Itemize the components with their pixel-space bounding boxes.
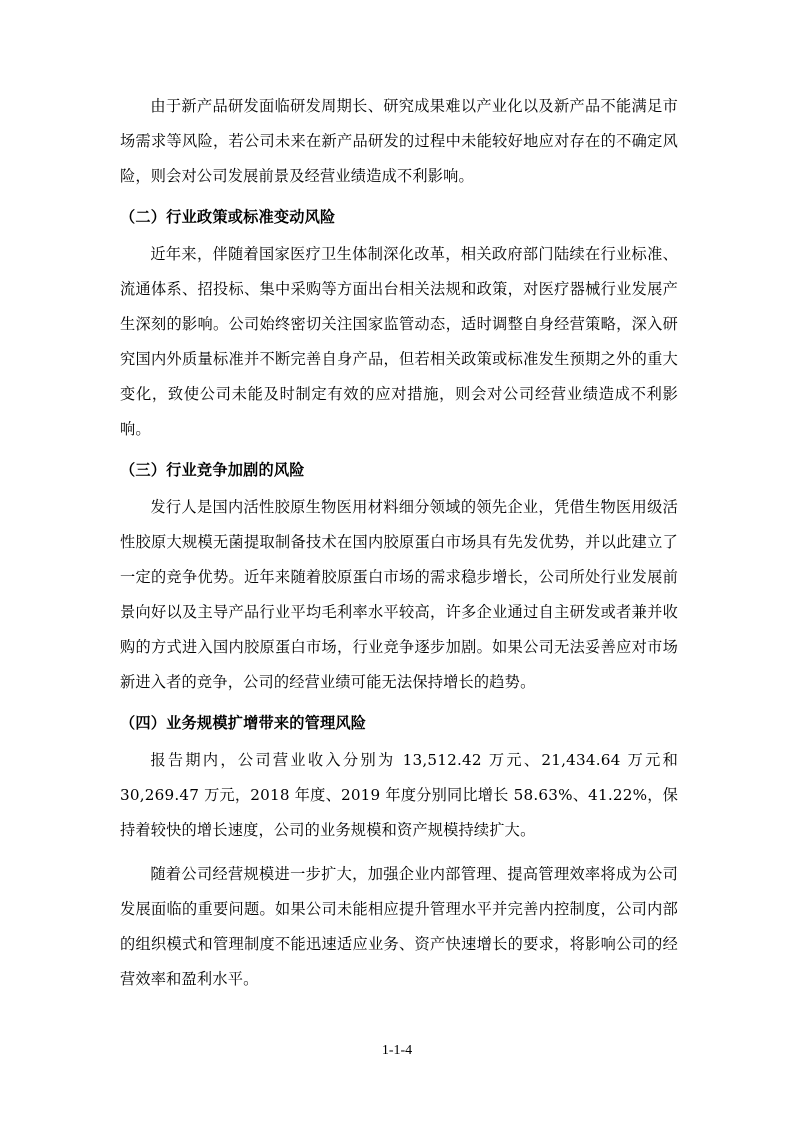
section-heading-competition-risk: （三）行业竞争加剧的风险 bbox=[120, 461, 305, 479]
paragraph-policy-risk: 近年来，伴随着国家医疗卫生体制深化改革，相关政府部门陆续在行业标准、流通体系、招投标、集中采购等方面出台相关法规和政策，对医疗器械行业发展产生深刻的影响。公司始终密切关注国家监管动态，适时调整自身经营策略，深入研究国内外质量标准并不断完善自身产品，但若相关政策或标准发生预期之外的重大变化，致使公司未能及时制定有效的应对措施，则会对公司经营业绩造成不利影响。 bbox=[120, 245, 678, 438]
document-body bbox=[120, 89, 678, 997]
paragraph-management-risk: 随着公司经营规模进一步扩大，加强企业内部管理、提高管理效率将成为公司发展面临的重要问题。如果公司未能相应提升管理水平并完善内控制度，公司内部的组织模式和管理制度不能迅速适应业务、资产快速增长的要求，将影响公司的经营效率和盈利水平。 bbox=[120, 865, 678, 988]
paragraph-new-product-risk: 由于新产品研发面临研发周期长、研究成果难以产业化以及新产品不能满足市场需求等风险，若公司未来在新产品研发的过程中未能较好地应对存在的不确定风险，则会对公司发展前景及经营业绩造成不利影响。 bbox=[120, 97, 678, 185]
paragraph-competition-risk: 发行人是国内活性胶原生物医用材料细分领域的领先企业，凭借生物医用级活性胶原大规模无菌提取制备技术在国内胶原蛋白市场具有先发优势，并以此建立了一定的竞争优势。近年来随着胶原蛋白市场的需求稳步增长，公司所处行业发展前景向好以及主导产品行业平均毛利率水平较高，许多企业通过自主研发或者兼并收购的方式进入国内胶原蛋白市场，行业竞争逐步加剧。如果公司无法妥善应对市场新进入者的竞争，公司的经营业绩可能无法保持增长的趋势。 bbox=[120, 498, 678, 691]
section-heading-policy-risk: （二）行业政策或标准变动风险 bbox=[120, 208, 336, 226]
section-heading-management-risk: （四）业务规模扩增带来的管理风险 bbox=[120, 714, 367, 732]
paragraph-revenue-growth: 报告期内，公司营业收入分别为 13,512.42 万元、21,434.64 万元和 30,269.47 万元，2018 年度、2019 年度分别同比增长 58.63%、41.22%，保持着较快的增长速度，公司的业务规模和资产规模持续扩大。 bbox=[120, 751, 678, 839]
page-number: 1-1-4 bbox=[381, 1043, 413, 1058]
